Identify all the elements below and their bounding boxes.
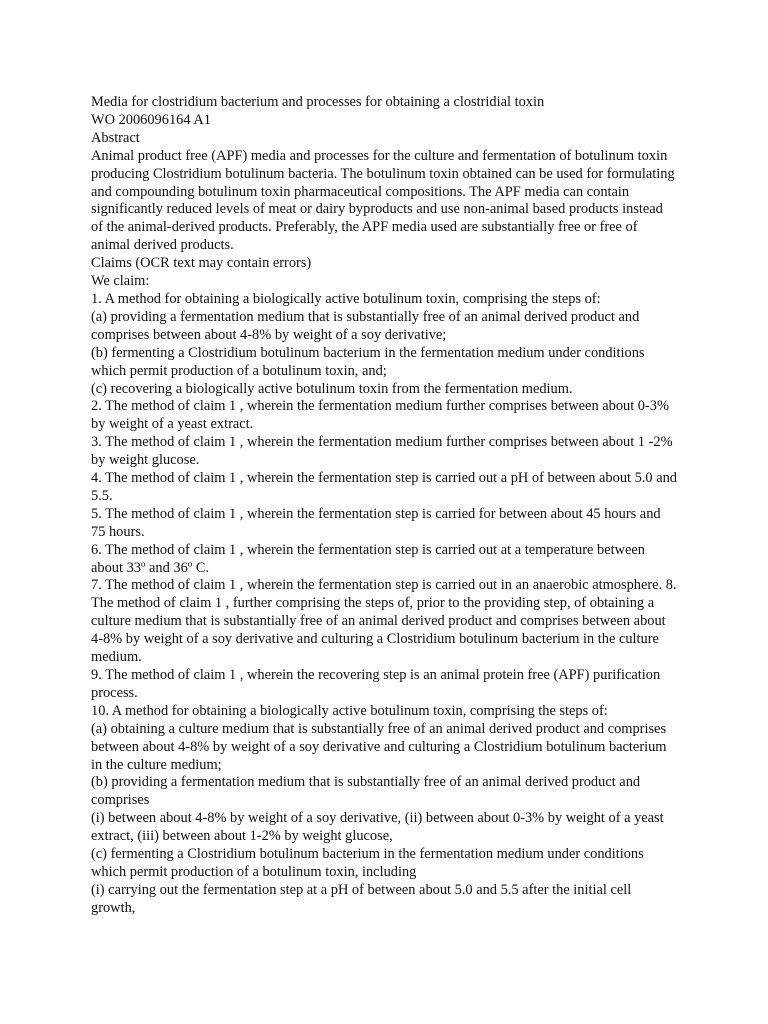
claim-paragraph: (i) carrying out the fermentation step at a pH of between about 5.0 and 5.5 after the initial cell growth, bbox=[91, 881, 632, 916]
abstract-heading: Abstract bbox=[91, 129, 140, 146]
claims-intro: We claim: bbox=[91, 273, 150, 290]
abstract-text: Animal product free (APF) media and processes for the culture and fermentation of botulinum toxin producing Clostridium botulinum bacteria. The botulinum toxin obtained can be used for formulating and compounding botulinum toxin pharmaceutical compositions. The APF media can contain significantly reduced levels of meat or dairy byproducts and use non-animal based products instead of the animal-derived products. Preferably, the APF media used are substantially free or free of animal derived products. bbox=[91, 147, 675, 254]
claim-paragraph: (b) fermenting a Clostridium botulinum bacterium in the fermentation medium under conditions which permit production of a botulinum toxin, and; bbox=[91, 344, 645, 379]
claim-paragraph: 1. A method for obtaining a biologically active botulinum toxin, comprising the steps of: bbox=[91, 290, 601, 307]
claim-paragraph: 7. The method of claim 1 , wherein the fermentation step is carried out in an anaerobic atmosphere. 8. The method of claim 1 , further comprising the steps of, prior to the providing step, of obtaining a culture medium that is substantially free of an animal derived product and comprises between about 4-8% by weight of a soy derivative and culturing a Clostridium botulinum bacterium in the culture medium. bbox=[91, 577, 677, 666]
claims-heading: Claims (OCR text may contain errors) bbox=[91, 255, 312, 272]
claim-paragraph: (a) providing a fermentation medium that is substantially free of an animal derived product and comprises between about 4-8% by weight of a soy derivative; bbox=[91, 308, 640, 343]
claim-paragraph: (a) obtaining a culture medium that is substantially free of an animal derived product and comprises between about 4-8% by weight of a soy derivative and culturing a Clostridium botulinum bacterium in the culture medium; bbox=[91, 720, 667, 773]
claims-list bbox=[91, 291, 677, 918]
claim-paragraph: (c) fermenting a Clostridium botulinum bacterium in the fermentation medium under conditions which permit production of a botulinum toxin, including bbox=[91, 846, 644, 880]
document-page bbox=[91, 94, 677, 918]
claim-paragraph: (i) between about 4-8% by weight of a soy derivative, (ii) between about 0-3% by weight of a yeast extract, (iii) between about 1-2% by weight glucose, bbox=[91, 810, 664, 845]
claim-paragraph: 9. The method of claim 1 , wherein the recovering step is an animal protein free (APF) purification process. bbox=[91, 667, 661, 701]
claim-paragraph: 3. The method of claim 1 , wherein the fermentation medium further comprises between about 1 -2% by weight glucose. bbox=[91, 434, 673, 469]
claim-paragraph: 4. The method of claim 1 , wherein the fermentation step is carried out a pH of between about 5.0 and 5.5. bbox=[91, 470, 677, 504]
claim-paragraph: 2. The method of claim 1 , wherein the fermentation medium further comprises between about 0-3% by weight of a yeast extract. bbox=[91, 398, 669, 433]
patent-number: WO 2006096164 A1 bbox=[91, 111, 211, 128]
claim-paragraph: 5. The method of claim 1 , wherein the fermentation step is carried for between about 45 hours and 75 hours. bbox=[91, 505, 661, 540]
claim-paragraph: (b) providing a fermentation medium that is substantially free of an animal derived product and comprises bbox=[91, 774, 641, 809]
claim-paragraph: 10. A method for obtaining a biologically active botulinum toxin, comprising the steps of: bbox=[91, 702, 608, 719]
claim-paragraph: 6. The method of claim 1 , wherein the fermentation step is carried out at a temperature between about 33º and 36º C. bbox=[91, 541, 645, 576]
document-title: Media for clostridium bacterium and processes for obtaining a clostridial toxin bbox=[91, 94, 545, 110]
claim-paragraph: (c) recovering a biologically active botulinum toxin from the fermentation medium. bbox=[91, 380, 573, 397]
